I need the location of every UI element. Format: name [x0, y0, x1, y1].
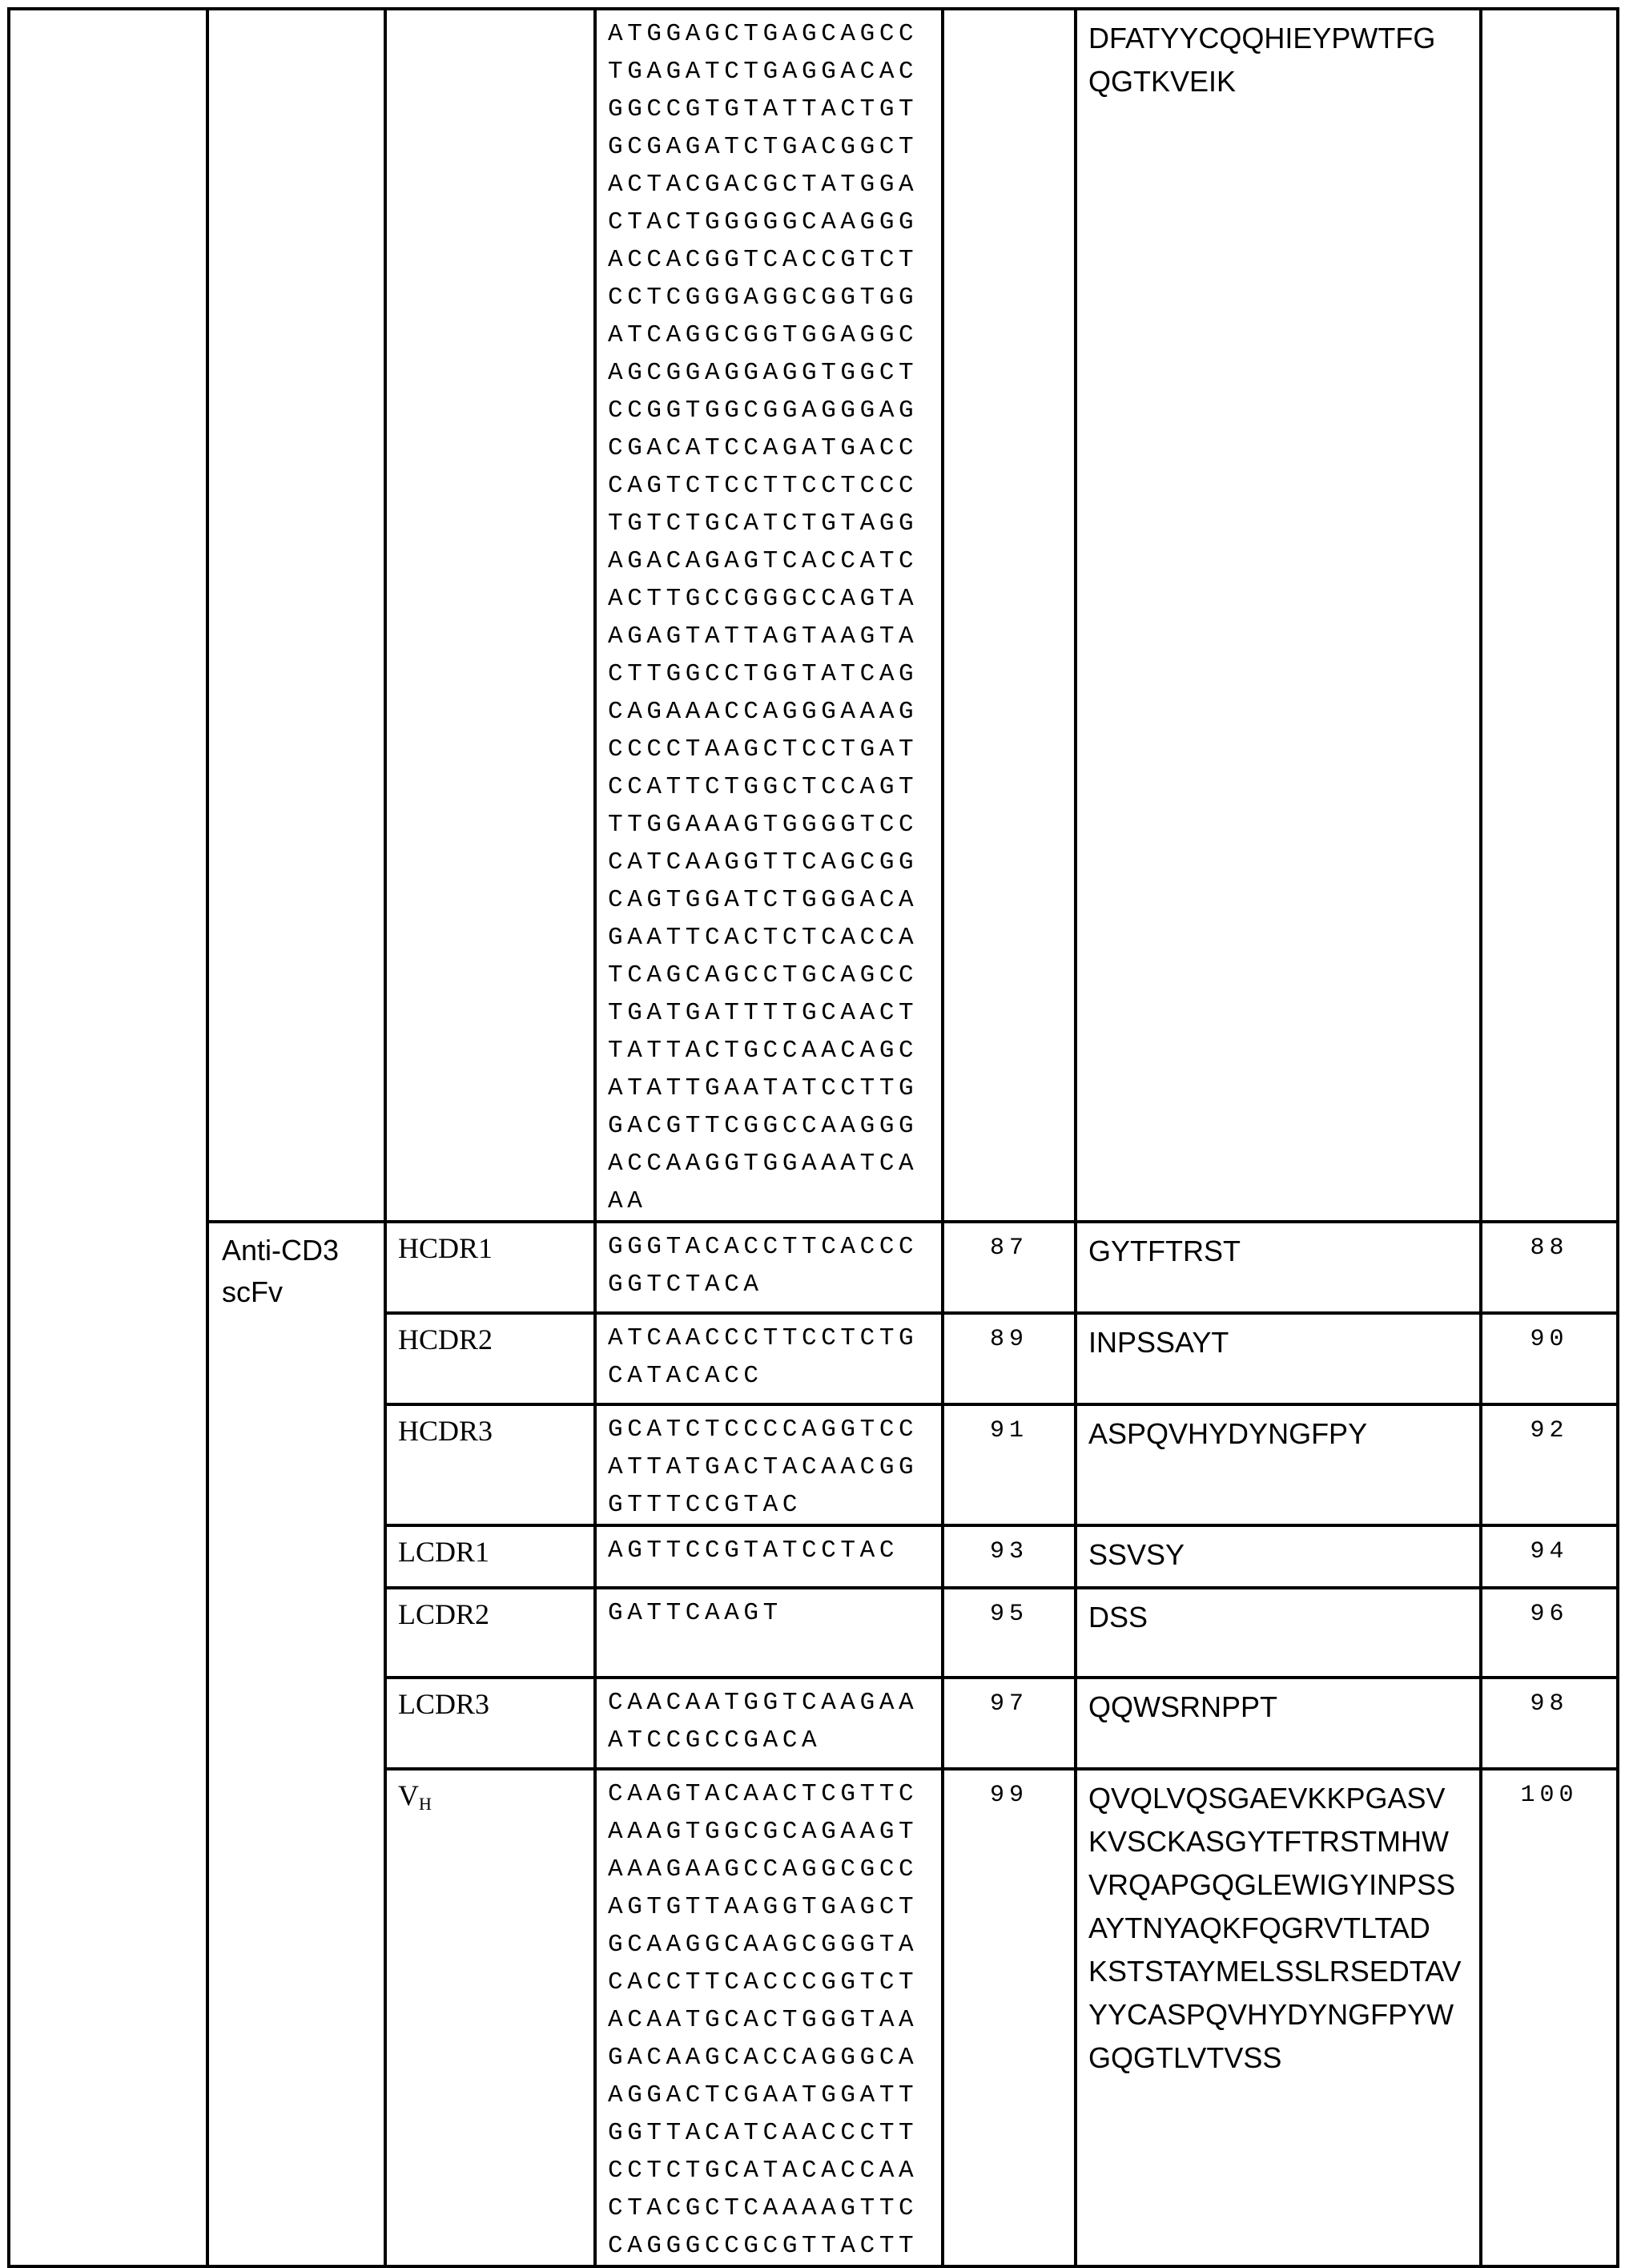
region-label: LCDR3: [385, 1678, 595, 1769]
dna-seq-id: 89: [943, 1313, 1076, 1404]
group-cell: [207, 9, 385, 1222]
dna-sequence: ATCAACCCTTCCTCTG CATACACC: [595, 1313, 943, 1404]
region-label: HCDR2: [385, 1313, 595, 1404]
region-label: HCDR1: [385, 1222, 595, 1313]
dna-seq-id: [943, 9, 1076, 1222]
protein-seq-id: 90: [1481, 1313, 1618, 1404]
protein-seq-id: 94: [1481, 1525, 1618, 1588]
protein-seq-id: 98: [1481, 1678, 1618, 1769]
region-label-main: V: [398, 1779, 419, 1811]
construct-cell: [9, 9, 207, 2266]
protein-seq-id: [1481, 9, 1618, 1222]
protein-sequence: GYTFTRST: [1076, 1222, 1481, 1313]
dna-sequence: CAACAATGGTCAAGAA ATCCGCCGACA: [595, 1678, 943, 1769]
dna-sequence: GATTCAAGT: [595, 1588, 943, 1678]
region-label-subscript: H: [419, 1794, 432, 1814]
dna-sequence: CAAGTACAACTCGTTC AAAGTGGCGCAGAAGT AAAGAAGCCAGGCGCC AGTGTTAAGGTGAGCT GCAAGGCAAGCGGGTA CACCTTCACCCGGTCT ACAATGCACTGGGTAA GACAAGCACCAGGGCA AGGACTCGAATGGATT GGTTACATCAACCCTT CCTCTGCATACACCAA CTACGCTCAAAAGTTC CAGGGCCGCGTTACTT: [595, 1769, 943, 2266]
region-label: [385, 1769, 595, 2266]
sequence-table: [7, 7, 1619, 2268]
protein-seq-id: 100: [1481, 1769, 1618, 2266]
protein-sequence: INPSSAYT: [1076, 1313, 1481, 1404]
dna-seq-id: 97: [943, 1678, 1076, 1769]
dna-seq-id: 93: [943, 1525, 1076, 1588]
dna-sequence: AGTTCCGTATCCTAC: [595, 1525, 943, 1588]
table-row: [9, 1222, 1618, 1313]
dna-sequence: GCATCTCCCCAGGTCC ATTATGACTACAACGG GTTTCCGTAC: [595, 1404, 943, 1525]
region-label: HCDR3: [385, 1404, 595, 1525]
protein-seq-id: 88: [1481, 1222, 1618, 1313]
region-label: LCDR2: [385, 1588, 595, 1678]
dna-seq-id: 91: [943, 1404, 1076, 1525]
group-label: Anti-CD3 scFv: [207, 1222, 385, 2266]
protein-sequence: QVQLVQSGAEVKKPGASV KVSCKASGYTFTRSTMHW VRQAPGQGLEWIGYINPSS AYTNYAQKFQGRVTLTAD KSTSTAYMELSSLRSEDTAV YYCASPQVHYDYNGFPYW GQGTLVTVSS: [1076, 1769, 1481, 2266]
dna-seq-id: 99: [943, 1769, 1076, 2266]
protein-sequence: QQWSRNPPT: [1076, 1678, 1481, 1769]
region-cell: [385, 9, 595, 1222]
region-label: LCDR1: [385, 1525, 595, 1588]
dna-seq-id: 95: [943, 1588, 1076, 1678]
protein-seq-id: 96: [1481, 1588, 1618, 1678]
protein-sequence: DFATYYCQQHIEYPWTFG QGTKVEIK: [1076, 9, 1481, 1222]
dna-sequence: ATGGAGCTGAGCAGCC TGAGATCTGAGGACAC GGCCGTGTATTACTGT GCGAGATCTGACGGCT ACTACGACGCTATGGA CTACTGGGGGCAAGGG ACCACGGTCACCGTCT CCTCGGGAGGCGGTGG ATCAGGCGGTGGAGGC AGCGGAGGAGGTGGCT CCGGTGGCGGAGGGAG CGACATCCAGATGACC CAGTCTCCTTCCTCCC TGTCTGCATCTGTAGG AGACAGAGTCACCATC ACTTGCCGGGCCAGTA AGAGTATTAGTAAGTA CTTGGCCTGGTATCAG CAGAAACCAGGGAAAG CCCCTAAGCTCCTGAT CCATTCTGGCTCCAGT TTGGAAAGTGGGGTCC CATCAAGGTTCAGCGG CAGTGGATCTGGGACA GAATTCACTCTCACCA TCAGCAGCCTGCAGCC TGATGATTTTGCAACT TATTACTGCCAACAGC ATATTGAATATCCTTG GACGTTCGGCCAAGGG ACCAAGGTGGAAATCA AA: [595, 9, 943, 1222]
table-row: [9, 9, 1618, 1222]
protein-sequence: DSS: [1076, 1588, 1481, 1678]
protein-sequence: SSVSY: [1076, 1525, 1481, 1588]
dna-sequence: GGGTACACCTTCACCC GGTCTACA: [595, 1222, 943, 1313]
protein-sequence: ASPQVHYDYNGFPY: [1076, 1404, 1481, 1525]
protein-seq-id: 92: [1481, 1404, 1618, 1525]
dna-seq-id: 87: [943, 1222, 1076, 1313]
